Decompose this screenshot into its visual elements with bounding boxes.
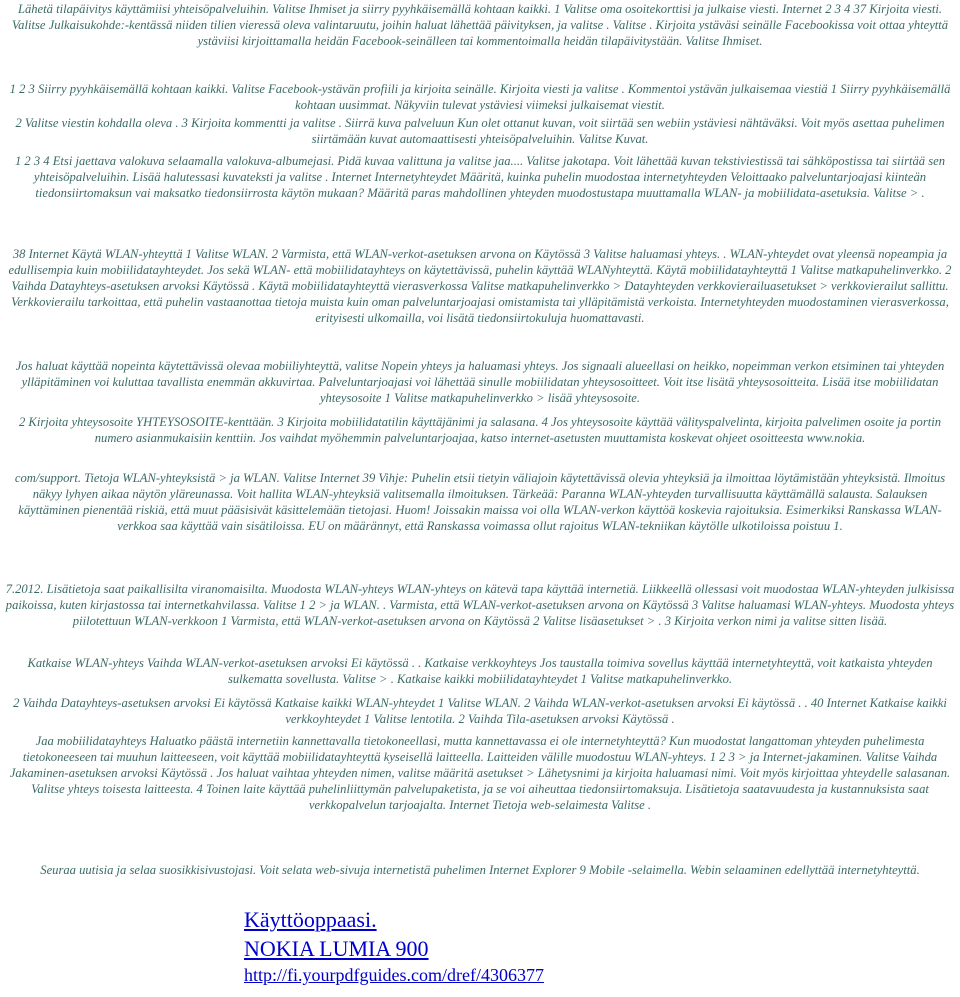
paragraph-6: Jos haluat käyttää nopeinta käytettävissä olevaa mobiiliyhteyttä, valitse Nopein yhteys ja haluamasi yhteys. Jos signaali alueellasi on heikko, nopeimman verkon etsiminen tai yhteyden ylläpitäminen voi kuluttaa tavallista enemmän akkuvirtaa. Palveluntarjoajasi voi lähettää sinulle mobiilidatan yhteysosoitteet. Voit itse lisätä yhteysosoitteita. Lisää itse mobiilidatan yhteysosoite 1 Valitse matkapuhelinverkko > lisää yhteysosoite.	[15, 359, 945, 406]
paragraph-1: Lähetä tilapäivitys käyttämiisi yhteisöpalveluihin. Valitse Ihmiset ja siirry pyyhkäisemällä kohtaan kaikki. 1 Valitse oma osoitekorttisi ja julkaise viesti. Internet 2 3 4 37 Kirjoita viesti. Valitse Julkaisukohde:-kentässä niiden tilien vieressä oleva valintaruutu, joihin haluat lähettää päivityksen, ja valitse . Valitse . Kirjoita ystäväsi seinälle Facebookissa voit ottaa yhteyttä ystäviisi kirjoittamalla heidän Facebook-seinälleen tai kommentoimalla heidän tilapäivitystään. Valitse Ihmiset.	[11, 2, 949, 49]
product-link[interactable]: NOKIA LUMIA 900	[244, 936, 429, 961]
paragraph-9: 7.2012. Lisätietoja saat paikallisilta viranomaisilta. Muodosta WLAN-yhteys WLAN-yhteys on kätevä tapa käyttää internetiä. Liikkeellä ollessasi voit muodostaa WLAN-yhteyden julkisissa paikoissa, kuten kirjastossa tai internetkahvilassa. Valitse 1 2 > ja WLAN. . Varmista, että WLAN-verkot-asetuksen arvona on Käytössä 3 Valitse haluamasi WLAN-yhteys. Muodosta yhteys piilotettuun WLAN-verkkoon 1 Varmista, että WLAN-verkot-asetuksen arvona on Käytössä 2 Valitse lisäasetukset > . 3 Kirjoita verkon nimi ja valitse sitten lisää.	[5, 582, 955, 629]
paragraph-11: 2 Vaihda Datayhteys-asetuksen arvoksi Ei käytössä Katkaise kaikki WLAN-yhteydet 1 Valitse WLAN. 2 Vaihda WLAN-verkot-asetuksen arvoksi Ei käytössä . . 40 Internet Katkaise kaikki verkkoyhteydet 1 Valitse lentotila. 2 Vaihda Tila-asetuksen arvoksi Käytössä .	[13, 696, 947, 727]
paragraph-13: Seuraa uutisia ja selaa suosikkisivustojasi. Voit selata web-sivuja internetistä puhelimen Internet Explorer 9 Mobile -selaimella. Webin selaaminen edellyttää internetyhteyttä.	[40, 863, 920, 877]
footer-links	[244, 905, 544, 987]
paragraph-12: Jaa mobiilidatayhteys Haluatko päästä internetiin kannettavalla tietokoneellasi, mutta kannettavassa ei ole internetyhteyttä? Kun muodostat langattoman yhteyden puhelimesta tietokoneeseen tai muuhun laitteeseen, voit käyttää mobiilidatayhteyttä kyseisellä laitteella. Laitteiden välille muodostuu WLAN-yhteys. 1 2 3 > ja Internet-jakaminen. Valitse Vaihda Jakaminen-asetuksen arvoksi Käytössä . Jos haluat vaihtaa yhteyden nimen, valitse määritä asetukset > Lähetysnimi ja kirjoita haluamasi nimi. Voit myös kirjoittaa yhteydelle salasanan. Valitse yhteys toisesta laitteesta. 4 Toinen laite käyttää puhelinliittymän palvelupaketista, ja se voi aiheuttaa tiedonsiirtomaksuja. Lisätietoja saatavuudesta ja kustannuksista saat verkkopalvelun tarjoajalta. Internet Tietoja web-selaimesta Valitse .	[9, 734, 951, 813]
url-link[interactable]: http://fi.yourpdfguides.com/dref/4306377	[244, 965, 544, 985]
paragraph-5: 38 Internet Käytä WLAN-yhteyttä 1 Valitse WLAN. 2 Varmista, että WLAN-verkot-asetuksen arvona on Käytössä 3 Valitse haluamasi yhteys. . WLAN-yhteydet ovat yleensä nopeampia ja edullisempia kuin mobiilidatayhteydet. Jos sekä WLAN- että mobiilidatayhteys on käytettävissä, puhelin käyttää WLANyhteyttä. Käytä mobiilidatayhteyttä 1 Valitse matkapuhelinverkko. 2 Vaihda Datayhteys-asetuksen arvoksi Käytössä . Käytä mobiilidatayhteyttä vierasverkossa Valitse matkapuhelinverkko > Datayhteyden verkkovierailuasetukset > verkkovierailut sallittu. Verkkovierailu tarkoittaa, että puhelin vastaanottaa tietoja muista kuin oman palveluntarjoajasi omistamista tai ylläpitämistä verkoista. Internetyhteyden muodostaminen vierasverkossa, erityisesti ulkomailla, voi lisätä tiedonsiirtokuluja huomattavasti.	[8, 247, 952, 326]
paragraph-2: 1 2 3 Siirry pyyhkäisemällä kohtaan kaikki. Valitse Facebook-ystävän profiili ja kirjoita seinälle. Kirjoita viesti ja valitse . Kommentoi ystävän julkaisemaa viestiä 1 Siirry pyyhkäisemällä kohtaan uusimmat. Näkyviin tulevat ystäviesi viimeksi julkaisemat viestit.	[9, 82, 951, 113]
paragraph-7: 2 Kirjoita yhteysosoite YHTEYSOSOITE-kenttään. 3 Kirjoita mobiilidatatilin käyttäjänimi ja salasana. 4 Jos yhteysosoite käyttää välityspalvelinta, kirjoita palvelimen osoite ja portin numero asianmukaisiin kenttiin. Jos vaihdat myöhemmin palveluntarjoajaa, katso internet-asetusten muuttamista koskevat ohjeet osoitteesta www.nokia.	[18, 415, 942, 446]
paragraph-4: 1 2 3 4 Etsi jaettava valokuva selaamalla valokuva-albumejasi. Pidä kuvaa valittuna ja valitse jaa.... Valitse jakotapa. Voit lähettää kuvan tekstiviestissä tai sähköpostissa tai siirtää sen yhteisöpalveluihin. Lisää halutessasi kuvateksti ja valitse . Internet Internetyhteydet Määritä, kuinka puhelin muodostaa internetyhteyden Veloittaako palveluntarjoajasi kiinteän tiedonsiirtomaksun vai maksatko tiedonsiirrosta käytön mukaan? Määritä paras mahdollinen yhteyden muodostustapa muuttamalla WLAN- ja mobiilidata-asetuksia. Valitse > .	[14, 154, 946, 201]
manual-link[interactable]: Käyttöoppaasi.	[244, 907, 377, 932]
paragraph-8: com/support. Tietoja WLAN-yhteyksistä > ja WLAN. Valitse Internet 39 Vihje: Puhelin etsii tietyin väliajoin käytettävissä olevia yhteyksiä ja ilmoittaa löytämistään yhteyksistä. Ilmoitus näkyy lyhyen aikaa näytön yläreunassa. Voit hallita WLAN-yhteyksiä valitsemalla ilmoituksen. Tärkeää: Paranna WLAN-yhteyden turvallisuutta käyttämällä salausta. Salauksen käyttäminen pienentää riskiä, että muut pääsisivät käsittelemään tietojasi. Huom! Joissakin maissa voi olla WLAN-verkon käyttöä koskevia rajoituksia. Esimerkiksi Ranskassa WLAN-verkkoa saa käyttää vain sisätiloissa. EU on määrännyt, että Ranskassa voimassa ollut rajoitus WLAN-tekniikan käytölle ulkotiloissa poistuu 1.	[14, 471, 946, 534]
paragraph-3: 2 Valitse viestin kohdalla oleva . 3 Kirjoita kommentti ja valitse . Siirrä kuva palveluun Kun olet ottanut kuvan, voit siirtää sen webiin ystäviesi nähtäväksi. Voit myös asettaa puhelimen siirtämään kuvat automaattisesti yhteisöpalveluihin. Valitse Kuvat.	[15, 116, 945, 147]
paragraph-10: Katkaise WLAN-yhteys Vaihda WLAN-verkot-asetuksen arvoksi Ei käytössä . . Katkaise verkkoyhteys Jos taustalla toimiva sovellus käyttää internetyhteyttä, voit katkaista yhteyden sulkematta sovellusta. Valitse > . Katkaise kaikki mobiilidatayhteydet 1 Valitse matkapuhelinverkko.	[27, 656, 933, 687]
